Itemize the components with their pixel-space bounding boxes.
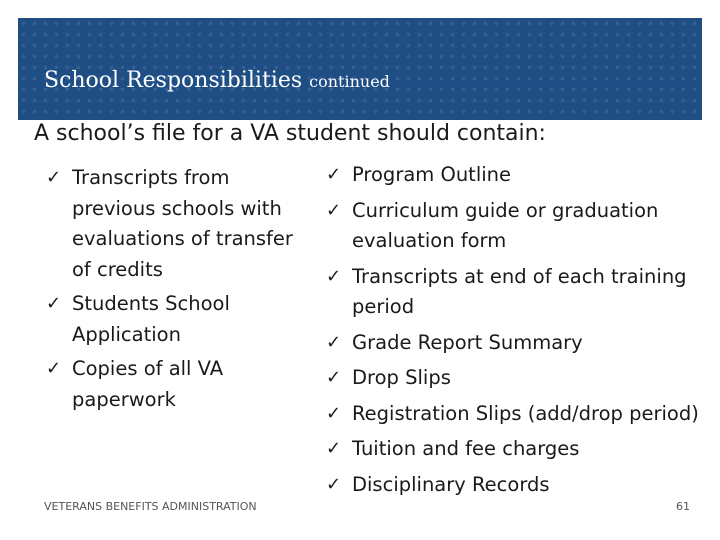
checklist-item-text: Curriculum guide or graduation evaluation form [352, 198, 659, 252]
check-icon: ✓ [326, 438, 342, 459]
footer-text: VETERANS BENEFITS ADMINISTRATION [44, 500, 257, 513]
slide-subtitle: continued [309, 72, 390, 91]
check-icon: ✓ [46, 358, 62, 379]
left-checklist [44, 163, 306, 419]
intro-text: A school’s file for a VA student should contain: [34, 121, 546, 146]
check-icon: ✓ [326, 402, 342, 424]
checklist-item [44, 289, 306, 350]
checklist-item-text: Copies of all VA paperwork [72, 357, 224, 411]
page-number: 61 [676, 500, 690, 513]
slide-title-text: School Responsibilities [44, 68, 303, 93]
checklist-item-text: Tuition and fee charges [352, 437, 580, 460]
checklist-item-text: Students School Application [72, 292, 230, 346]
check-icon: ✓ [326, 265, 342, 287]
checklist-item-text: Grade Report Summary [352, 330, 583, 354]
right-checklist [324, 160, 708, 505]
check-icon: ✓ [326, 164, 342, 185]
check-icon: ✓ [326, 331, 342, 353]
checklist-item [324, 399, 708, 430]
check-icon: ✓ [46, 293, 62, 314]
checklist-item [324, 196, 708, 257]
check-icon: ✓ [326, 367, 342, 388]
checklist-item [324, 470, 708, 501]
check-icon: ✓ [46, 167, 62, 188]
checklist-item-text: Program Outline [352, 163, 512, 186]
checklist-item [324, 434, 708, 465]
checklist-item [44, 354, 306, 415]
checklist-item-text: Drop Slips [352, 366, 451, 389]
checklist-item-text: Registration Slips (add/drop period) [352, 401, 699, 425]
check-icon: ✓ [326, 473, 342, 495]
checklist-item [324, 160, 708, 191]
checklist-item [44, 163, 306, 285]
checklist-item-text: Transcripts from previous schools with evaluations of transfer of credits [72, 166, 293, 281]
slide-title [44, 68, 390, 93]
title-banner [18, 18, 702, 120]
checklist-item [324, 363, 708, 394]
checklist-item-text: Disciplinary Records [352, 472, 550, 496]
checklist-item-text: Transcripts at end of each training period [352, 264, 687, 318]
checklist-item [324, 262, 708, 323]
check-icon: ✓ [326, 199, 342, 221]
checklist-item [324, 328, 708, 359]
